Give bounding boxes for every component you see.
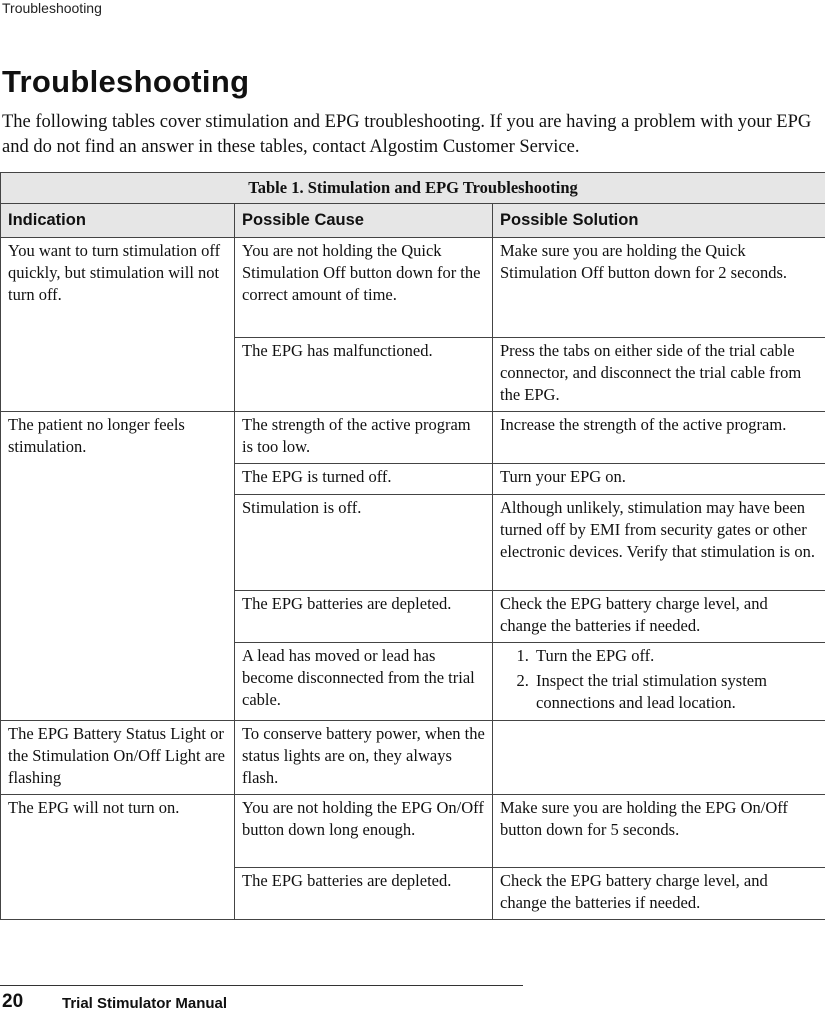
solution-cell: Make sure you are holding the EPG On/Off button down for 5 seconds. bbox=[493, 795, 825, 868]
solution-cell: Turn your EPG on. bbox=[493, 464, 825, 495]
cause-cell: The EPG batteries are depleted. bbox=[235, 868, 493, 920]
solution-cell: Check the EPG battery charge level, and change the batteries if needed. bbox=[493, 868, 825, 920]
table-caption: Table 1. Stimulation and EPG Troubleshooting bbox=[1, 173, 825, 204]
cause-cell: The EPG is turned off. bbox=[235, 464, 493, 495]
header-possible-cause: Possible Cause bbox=[235, 204, 493, 238]
indication-cell: The patient no longer feels stimulation. bbox=[1, 412, 235, 721]
troubleshooting-table bbox=[0, 172, 825, 920]
indication-cell: The EPG will not turn on. bbox=[1, 795, 235, 920]
table-header-row bbox=[1, 204, 825, 238]
solution-cell bbox=[493, 721, 825, 795]
indication-cell: The EPG Battery Status Light or the Stimulation On/Off Light are flashing bbox=[1, 721, 235, 795]
cause-cell: A lead has moved or lead has become disconnected from the trial cable. bbox=[235, 643, 493, 721]
header-indication: Indication bbox=[1, 204, 235, 238]
solution-cell: Press the tabs on either side of the trial cable connector, and disconnect the trial cable from the EPG. bbox=[493, 338, 825, 412]
cause-cell: You are not holding the Quick Stimulation Off button down for the correct amount of time. bbox=[235, 238, 493, 338]
cause-cell: The EPG has malfunctioned. bbox=[235, 338, 493, 412]
cause-cell: The EPG batteries are depleted. bbox=[235, 591, 493, 643]
solution-step: 1. Turn the EPG off. bbox=[533, 645, 818, 667]
solution-steps bbox=[500, 645, 818, 714]
footer-rule bbox=[0, 985, 523, 986]
solution-step: 2. Inspect the trial stimulation system connections and lead location. bbox=[533, 670, 818, 714]
table-row bbox=[1, 238, 825, 338]
running-head: Troubleshooting bbox=[2, 0, 102, 16]
indication-cell: You want to turn stimulation off quickly, but stimulation will not turn off. bbox=[1, 238, 235, 412]
table-row bbox=[1, 795, 825, 868]
manual-name: Trial Stimulator Manual bbox=[62, 995, 227, 1012]
intro-paragraph: The following tables cover stimulation and EPG troubleshooting. If you are having a problem with your EPG and do not find an answer in these tables, contact Algostim Customer Service. bbox=[2, 110, 817, 160]
solution-cell bbox=[493, 643, 825, 721]
cause-cell: You are not holding the EPG On/Off button down long enough. bbox=[235, 795, 493, 868]
table-caption-row bbox=[1, 173, 825, 204]
cause-cell: The strength of the active program is too low. bbox=[235, 412, 493, 464]
cause-cell: Stimulation is off. bbox=[235, 495, 493, 591]
header-possible-solution: Possible Solution bbox=[493, 204, 825, 238]
page-title: Troubleshooting bbox=[2, 64, 249, 100]
table-row bbox=[1, 721, 825, 795]
solution-cell: Although unlikely, stimulation may have been turned off by EMI from security gates or other electronic devices. Verify that stimulation is on. bbox=[493, 495, 825, 591]
solution-cell: Increase the strength of the active program. bbox=[493, 412, 825, 464]
cause-cell: To conserve battery power, when the status lights are on, they always flash. bbox=[235, 721, 493, 795]
solution-cell: Make sure you are holding the Quick Stimulation Off button down for 2 seconds. bbox=[493, 238, 825, 338]
page-number: 20 bbox=[2, 991, 23, 1013]
table-row bbox=[1, 412, 825, 464]
solution-cell: Check the EPG battery charge level, and change the batteries if needed. bbox=[493, 591, 825, 643]
